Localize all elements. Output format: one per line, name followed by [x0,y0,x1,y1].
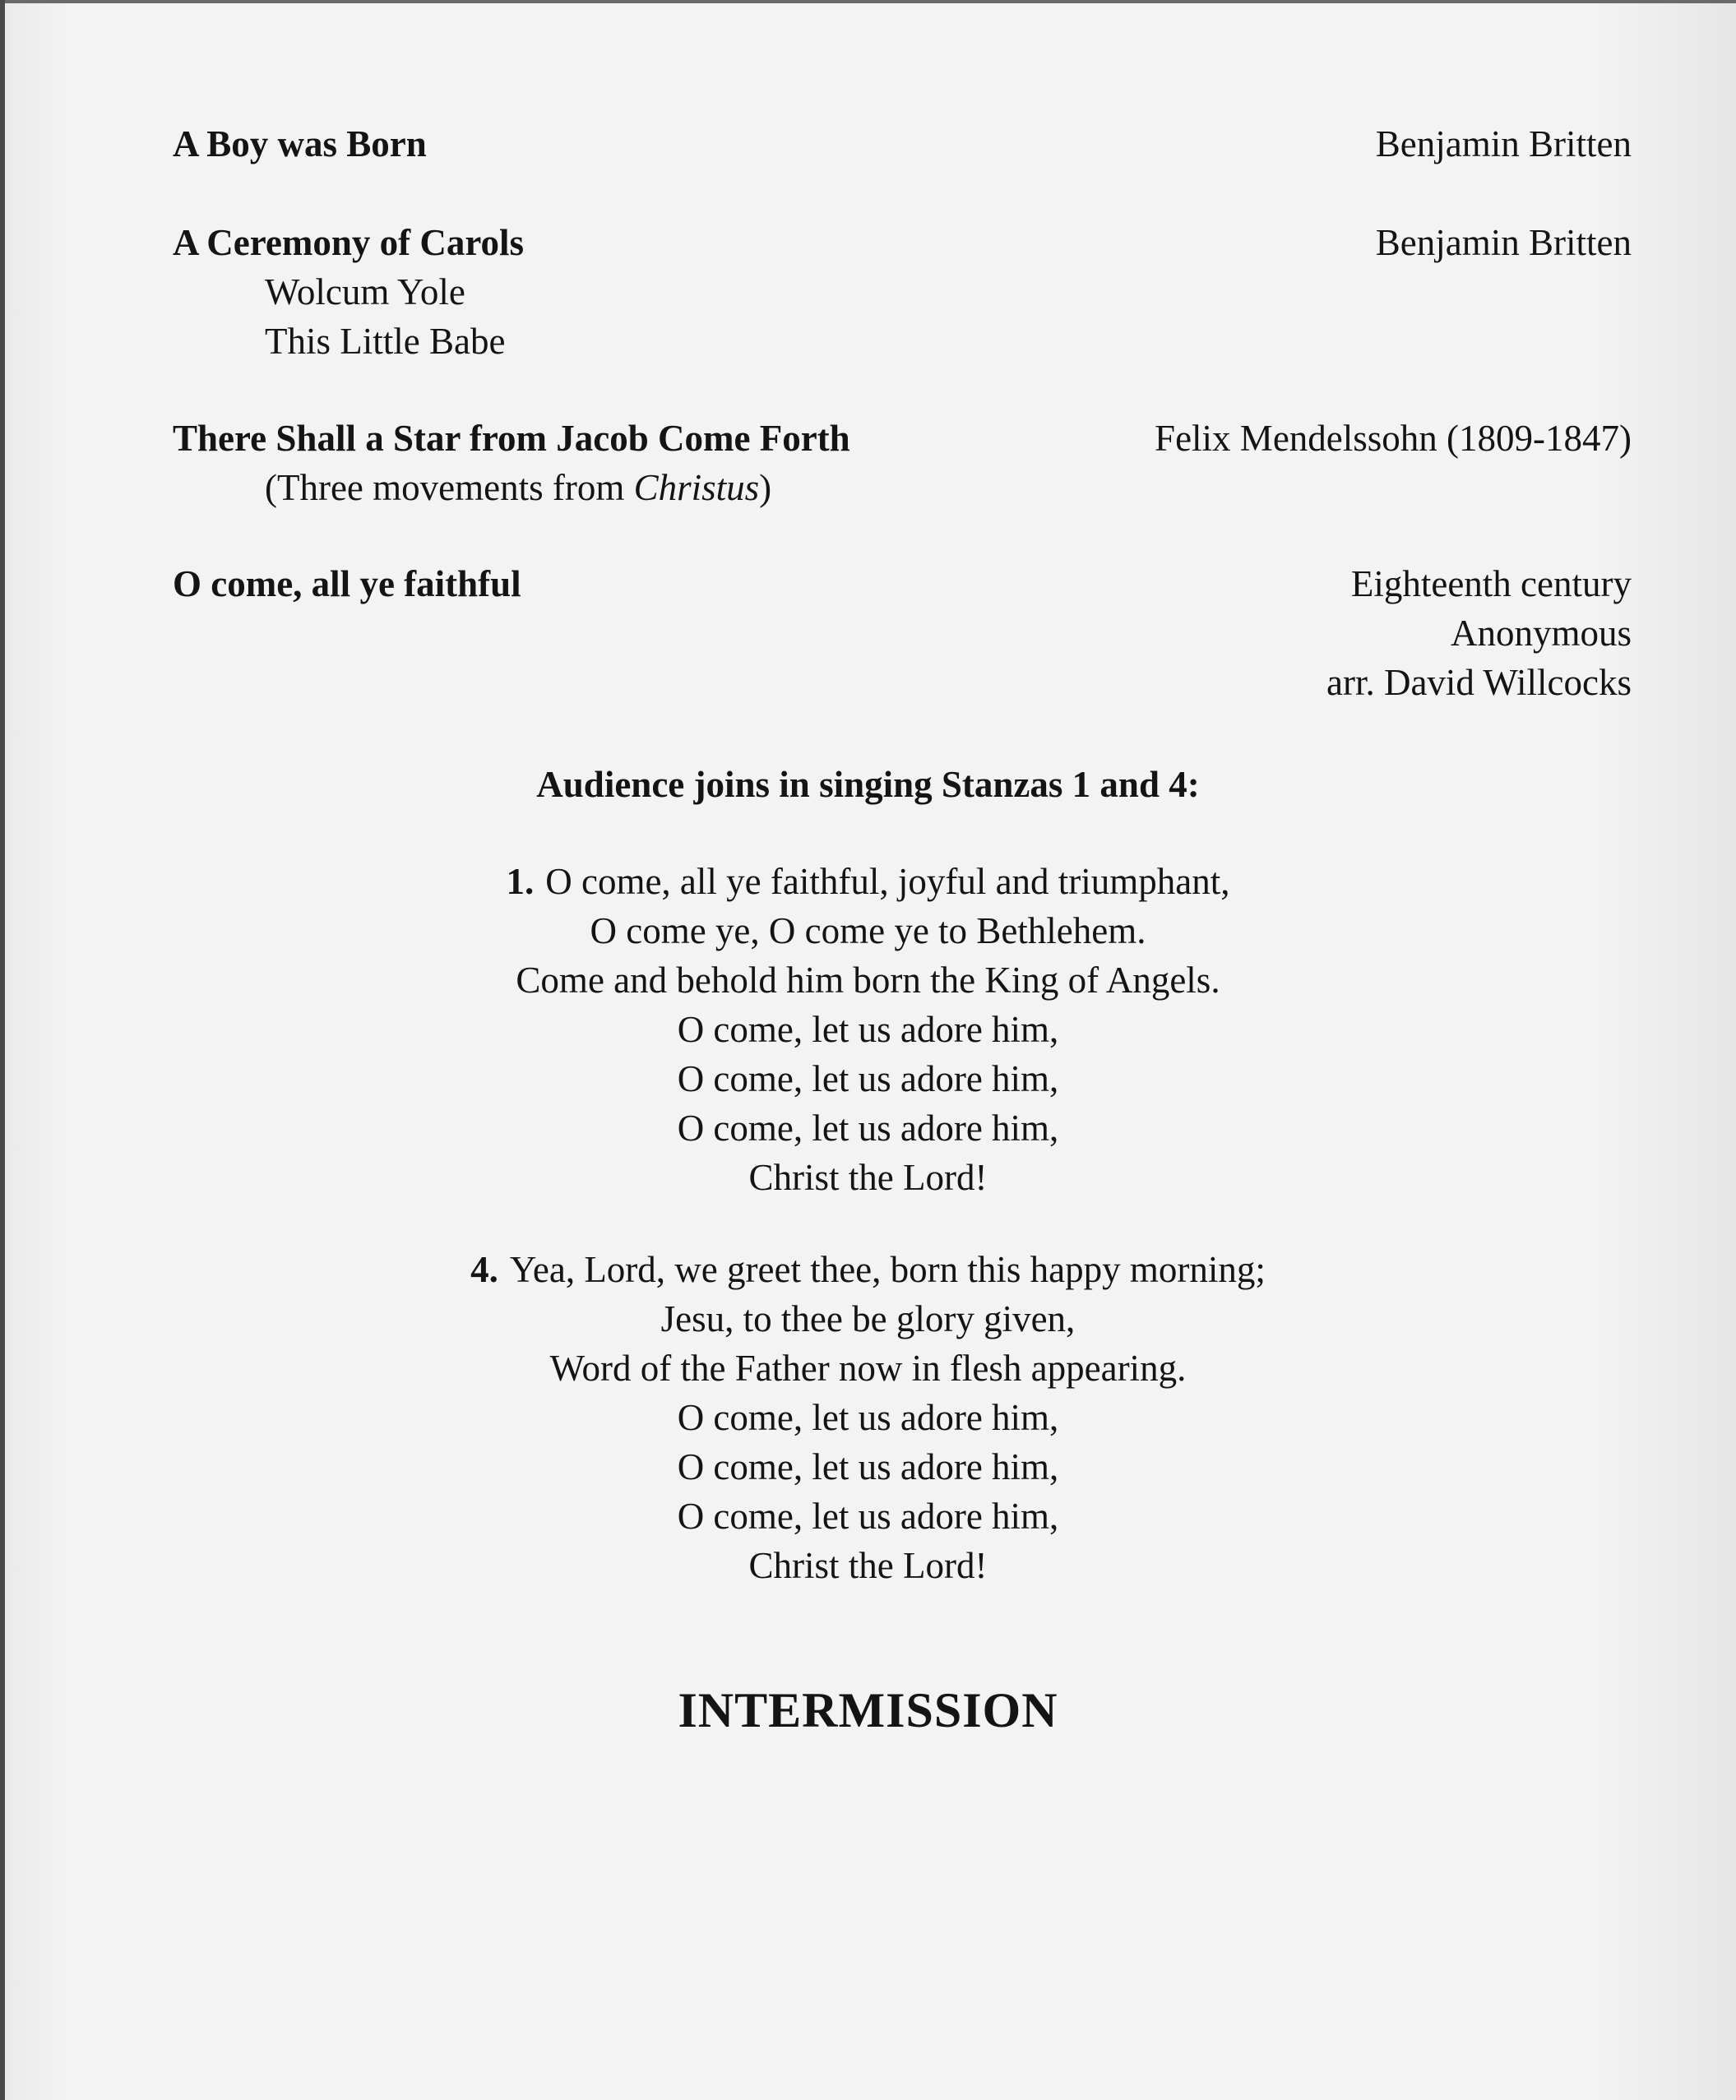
piece-note-work-title: Christus [633,467,760,508]
stanza-line [0,1245,1736,1294]
stanza-line: O come, let us adore him, [677,1446,1059,1487]
credit-line: Eighteenth century [1350,563,1632,604]
composer-name: Felix Mendelssohn (1809-1847) [1155,418,1632,459]
stanza-line: Christ the Lord! [748,1157,988,1198]
stanza-line: O come, let us adore him, [677,1496,1059,1537]
program-item-ceremony-of-carols [173,218,1632,366]
composer-name: Benjamin Britten [1375,123,1632,164]
stanza-line-text: O come, all ye faithful, joyful and triumphant, [545,861,1230,902]
stanza-number: 1. [506,861,535,902]
stanza-line-text: Yea, Lord, we greet thee, born this happy morning; [509,1249,1266,1290]
piece-note-prefix: (Three movements from [265,467,634,508]
piece-title: There Shall a Star from Jacob Come Forth [173,418,850,459]
stanza-4 [0,1245,1736,1590]
stanza-line [0,857,1736,906]
piece-note-suffix: ) [759,467,772,508]
credit-line: arr. David Willcocks [1326,662,1632,703]
stanza-1 [0,857,1736,1202]
program-item-star-from-jacob [173,414,1632,512]
movement-name: This Little Babe [265,321,506,362]
piece-note [173,463,1632,512]
piece-title: O come, all ye faithful [173,563,521,604]
stanza-line: Come and behold him born the King of Angels. [516,960,1220,1001]
stanza-line: Word of the Father now in flesh appearing. [549,1348,1187,1389]
stanza-line: O come, let us adore him, [677,1397,1059,1438]
composer-name: Benjamin Britten [1375,222,1632,263]
stanza-line: Jesu, to thee be glory given, [660,1298,1076,1339]
stanza-line: O come ye, O come ye to Bethlehem. [590,910,1146,951]
stanza-line: O come, let us adore him, [677,1009,1059,1050]
scan-edge-top [0,0,1736,3]
intermission-heading: INTERMISSION [678,1683,1058,1737]
audience-singing-heading: Audience joins in singing Stanzas 1 and 4: [536,764,1200,805]
stanza-line: O come, let us adore him, [677,1058,1059,1099]
stanza-line: Christ the Lord! [748,1545,988,1586]
program-item-o-come-all-ye-faithful [173,559,1632,707]
piece-title: A Boy was Born [173,123,427,164]
piece-title: A Ceremony of Carols [173,222,525,263]
stanza-line: O come, let us adore him, [677,1108,1059,1149]
movement-name: Wolcum Yole [265,271,465,312]
credit-line: Anonymous [1450,613,1632,654]
program-item-a-boy-was-born [173,119,1632,169]
stanza-number: 4. [470,1249,498,1290]
